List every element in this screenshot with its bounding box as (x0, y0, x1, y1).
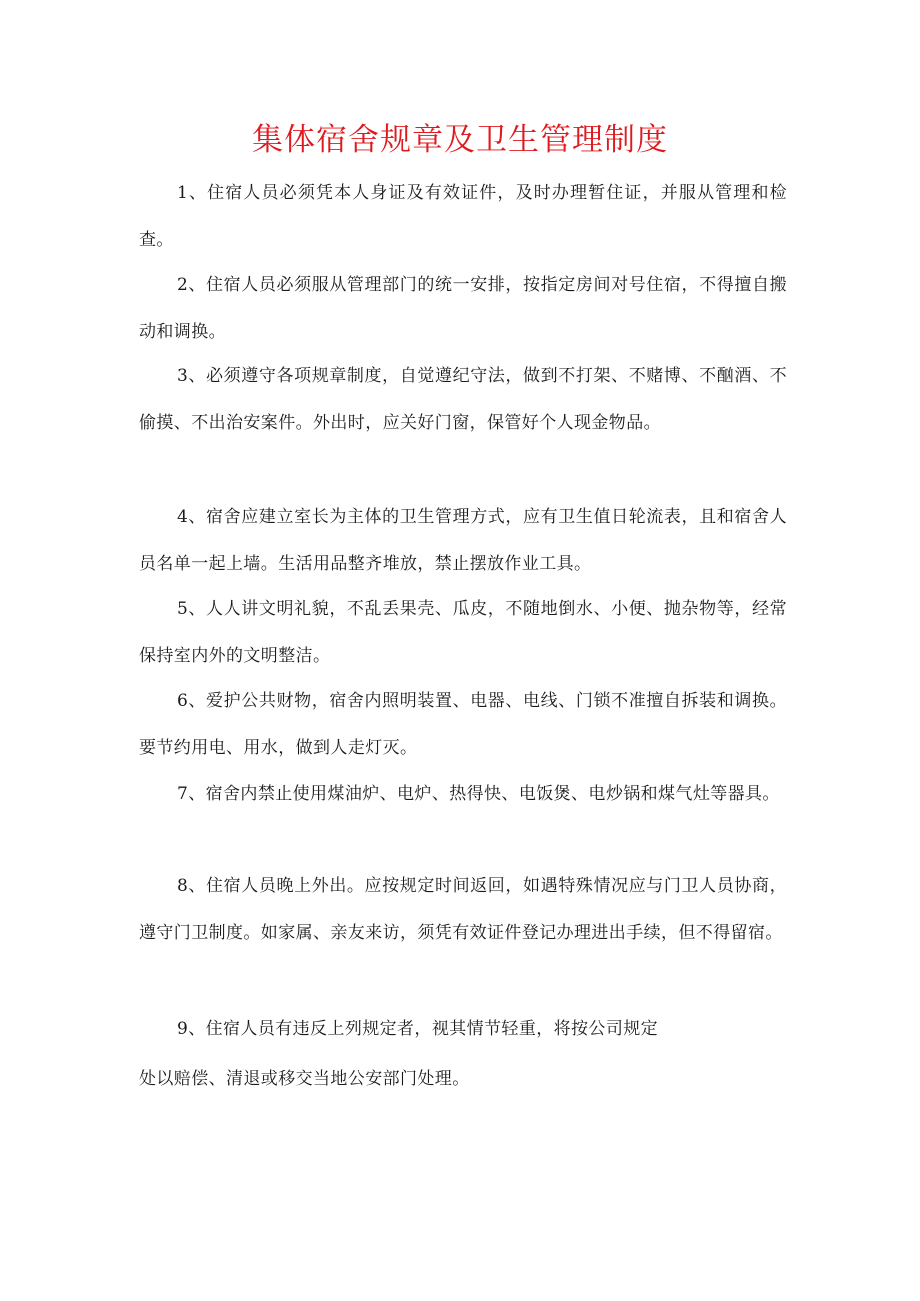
rule-item-1: 1、住宿人员必须凭本人身证及有效证件，及时办理暂住证，并服从管理和检查。 (139, 183, 787, 250)
rule-item-2: 2、住宿人员必须服从管理部门的统一安排，按指定房间对号住宿，不得擅自搬动和调换。 (139, 275, 787, 342)
rule-item-5: 5、人人讲文明礼貌，不乱丢果壳、瓜皮，不随地倒水、小便、抛杂物等，经常保持室内外的文明整洁。 (139, 599, 787, 666)
rule-item-3: 3、必须遵守各项规章制度，自觉遵纪守法，做到不打架、不赌博、不酗酒、不偷摸、不出治安案件。外出时，应关好门窗，保管好个人现金物品。 (139, 366, 787, 433)
rule-item-9-line-1: 9、住宿人员有违反上列规定者，视其情节轻重，将按公司规定 (177, 1019, 659, 1039)
rule-item-7: 7、宿舍内禁止使用煤油炉、电炉、热得快、电饭煲、电炒锅和煤气灶等器具。 (177, 784, 780, 804)
rule-item-9-line-2: 处以赔偿、清退或移交当地公安部门处理。 (139, 1069, 470, 1089)
rule-item-6: 6、爱护公共财物，宿舍内照明装置、电器、电线、门锁不准擅自拆装和调换。要节约用电、用水，做到人走灯灭。 (139, 691, 787, 758)
rule-item-4: 4、宿舍应建立室长为主体的卫生管理方式，应有卫生值日轮流表，且和宿舍人员名单一起上墙。生活用品整齐堆放，禁止摆放作业工具。 (139, 507, 787, 574)
rule-item-8: 8、住宿人员晚上外出。应按规定时间返回，如遇特殊情况应与门卫人员协商，遵守门卫制度。如家属、亲友来访，须凭有效证件登记办理进出手续，但不得留宿。 (139, 876, 787, 943)
document-title: 集体宿舍规章及卫生管理制度 (252, 122, 668, 158)
